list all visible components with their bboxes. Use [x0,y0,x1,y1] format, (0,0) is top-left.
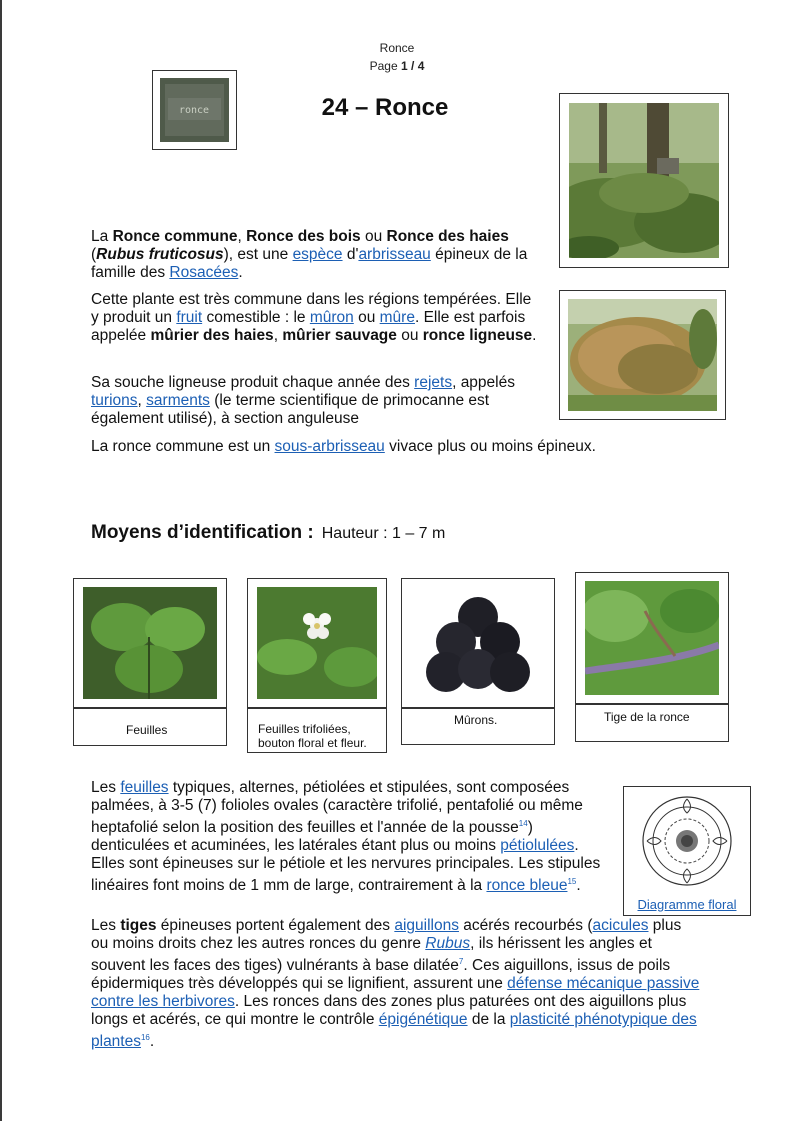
link-arbrisseau[interactable]: arbrisseau [358,246,431,263]
floral-diagram-caption[interactable]: Diagramme floral [637,897,737,912]
bush-image [568,299,717,411]
intro-paragraph-2: Cette plante est très commune dans les régions tempérées. Elle y produit un fruit comestible : le mûron ou mûre. Elle est parfois appelée mûrier des haies, mûrier sauvage ou ronce ligneuse. [91,291,537,344]
ref-14[interactable]: 14 [518,819,528,828]
bush-photo [559,290,726,420]
stem-image [585,581,719,695]
sign-text: ronce [178,105,210,116]
link-rubus[interactable]: Rubus [425,935,471,952]
flower-image [257,587,377,699]
forest-image [569,103,719,258]
link-plasticite[interactable]: plasticité phénotypique des plantes [91,1011,697,1051]
link-fruit[interactable]: fruit [176,309,203,326]
forest-photo [559,93,729,268]
link-petiolulees[interactable]: pétiolulées [500,837,575,855]
link-sarments[interactable]: sarments [146,392,210,409]
stem-photo-card [575,572,729,704]
link-ronce-bleue[interactable]: ronce bleue [486,877,568,895]
leaves-paragraph: Les feuilles typiques, alternes, pétiolées et stipulées, sont composées palmées, à 3-5 (7) folioles ovales (caractère trifolié, pentafolié ou même heptafolié selon la position des feuilles et l'année de la pousse$^{14}$) denticulées et acuminées, les latérales étant plus ou moins pétiolulées. Elles sont épineuses sur le pétiole et les nervures principales. Les stipules linéaires font moins de 1 mm de large, contrairement à la ronce bleue$^{15}$. [91,779,601,895]
intro-paragraph-3: Sa souche ligneuse produit chaque année des rejets, appelés turions, sarments (le terme scientifique de primocanne est également utilisé), à section anguleuse [91,374,515,427]
sign-image [160,78,229,142]
height-text: Hauteur : 1 – 7 m [321,525,446,542]
intro-paragraph-4: La ronce commune est un sous-arbrisseau vivace plus ou moins épineux. [91,438,596,455]
identification-heading: Moyens d’identification : Hauteur : 1 – 7 m [91,522,446,543]
caption-berries: Mûrons. [401,708,555,745]
sign-logo-photo [152,70,237,150]
berries-photo-card [401,578,555,708]
link-feuilles[interactable]: feuilles [120,779,169,796]
link-defense-mecanique[interactable]: défense mécanique passive contre les herbivores [91,975,700,1011]
link-muron[interactable]: mûron [309,309,354,326]
link-acicules[interactable]: acicules [592,917,649,934]
link-rejets[interactable]: rejets [414,374,453,391]
stems-paragraph: Les tiges épineuses portent également des aiguillons acérés recourbés (acicules plus ou moins droits chez les autres ronces du genre Rubus, ils hérissent les angles et souvent les faces des tiges) vulnérants à base dilatée$^7$. Ces aiguillons, issus de poils épidermiques très développés qui se lignifient, assurent une défense mécanique passive contre les herbivores. Les ronces dans des zones plus paturées ont des aiguillons plus longs et acérés, ce qui montre le contrôle épigénétique de la plasticité phénotypique des plantes$^{16}$. [91,917,700,1051]
link-epigenetique[interactable]: épigénétique [378,1011,468,1029]
leaves-image [83,587,217,699]
floral-diagram-icon [624,787,750,893]
ref-7[interactable]: 7 [458,957,464,966]
leaves-photo-card [73,578,227,708]
link-espece[interactable]: espèce [292,246,343,263]
ref-16[interactable]: 16 [140,1033,150,1043]
ref-15[interactable]: 15 [567,877,577,887]
link-aiguillons[interactable]: aiguillons [394,917,459,934]
header-page-number: Page 1 / 4 [369,59,425,73]
link-sous-arbrisseau[interactable]: sous-arbrisseau [274,438,385,455]
intro-paragraph-1: La Ronce commune, Ronce des bois ou Ronce des haies (Rubus fruticosus), est une espèce d'arbrisseau épineux de la famille des Rosacées. [91,228,528,281]
link-mure[interactable]: mûre [379,309,415,326]
caption-flower: Feuilles trifoliées, bouton floral et fleur. [247,708,387,753]
link-rosacees[interactable]: Rosacées [169,264,239,281]
floral-diagram-card [623,786,751,916]
caption-leaves: Feuilles [73,708,227,746]
flower-photo-card [247,578,387,708]
caption-stem: Tige de la ronce [575,704,729,742]
page-edge-line [0,0,2,1121]
link-turions[interactable]: turions [91,392,138,409]
header-doc-title: Ronce [379,41,415,55]
page-title: 24 – Ronce [321,94,449,121]
berries-image [411,587,545,699]
